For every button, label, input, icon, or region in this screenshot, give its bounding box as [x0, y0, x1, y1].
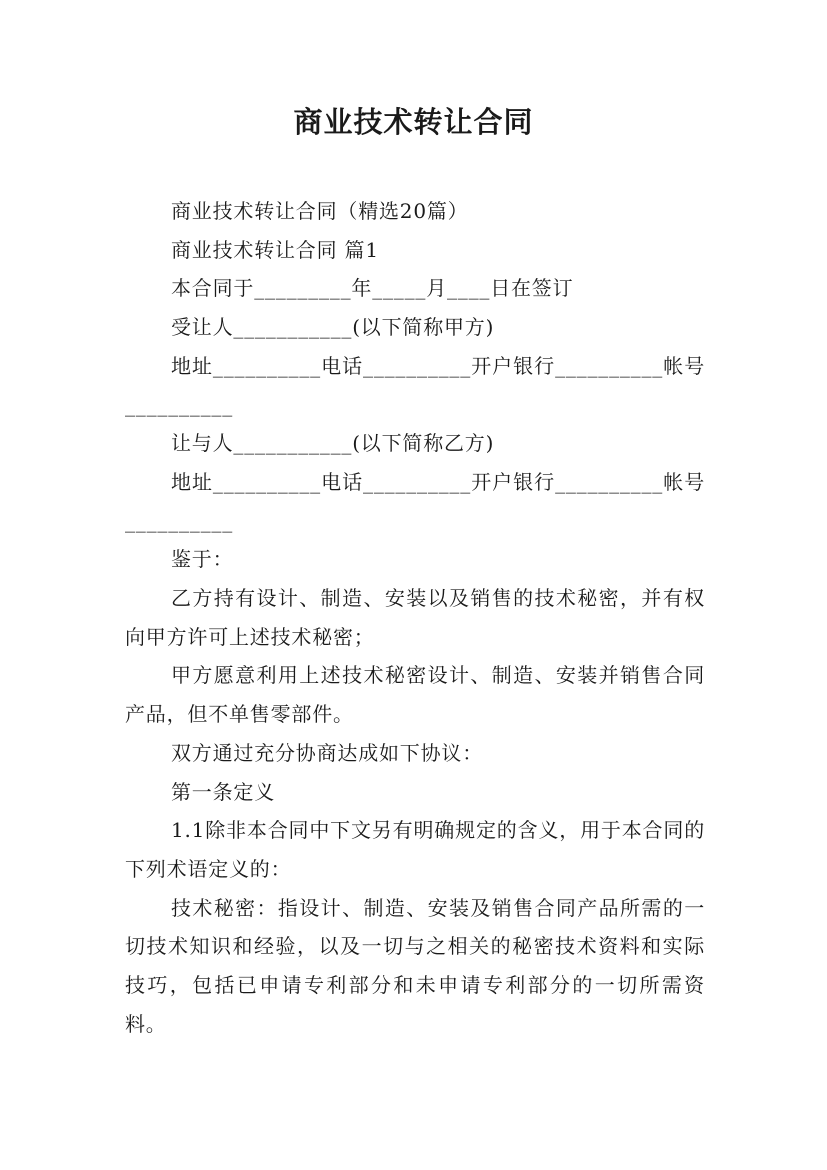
paragraph-party-a: 受让人___________(以下简称甲方)	[171, 315, 495, 340]
paragraph-party-b-contact: 地址__________电话__________开户银行__________帐号__________	[125, 469, 705, 533]
paragraph-clause-1-1: 1.1除非本合同中下文另有明确规定的含义，用于本合同的下列术语定义的：	[125, 818, 705, 881]
paragraph-whereas-party-b: 乙方持有设计、制造、安装以及销售的技术秘密，并有权向甲方许可上述技术秘密；	[125, 586, 705, 649]
paragraph-agreement: 双方通过充分协商达成如下协议：	[171, 740, 483, 765]
paragraph-whereas: 鉴于：	[171, 547, 234, 572]
paragraph-intro: 商业技术转让合同（精选20篇）	[171, 199, 469, 223]
paragraph-signing-date: 本合同于_________年_____月____日在签订	[171, 276, 574, 301]
paragraph-article-1: 第一条定义	[171, 779, 275, 804]
paragraph-definition-know-how: 技术秘密：指设计、制造、安装及销售合同产品所需的一切技术知识和经验，以及一切与之相关的秘密技术资料和实际技巧，包括已申请专利部分和未申请专利部分的一切所需资料。	[125, 895, 705, 1036]
paragraph-party-b: 让与人___________(以下简称乙方)	[171, 431, 495, 456]
paragraph-whereas-party-a: 甲方愿意利用上述技术秘密设计、制造、安装并销售合同产品，但不单售零部件。	[125, 663, 705, 727]
paragraph-section-heading: 商业技术转让合同 篇1	[171, 237, 379, 262]
paragraph-party-a-contact: 地址__________电话__________开户银行__________帐号__________	[125, 353, 705, 417]
document-title: 商业技术转让合同	[293, 105, 534, 139]
document-body	[125, 192, 705, 1043]
